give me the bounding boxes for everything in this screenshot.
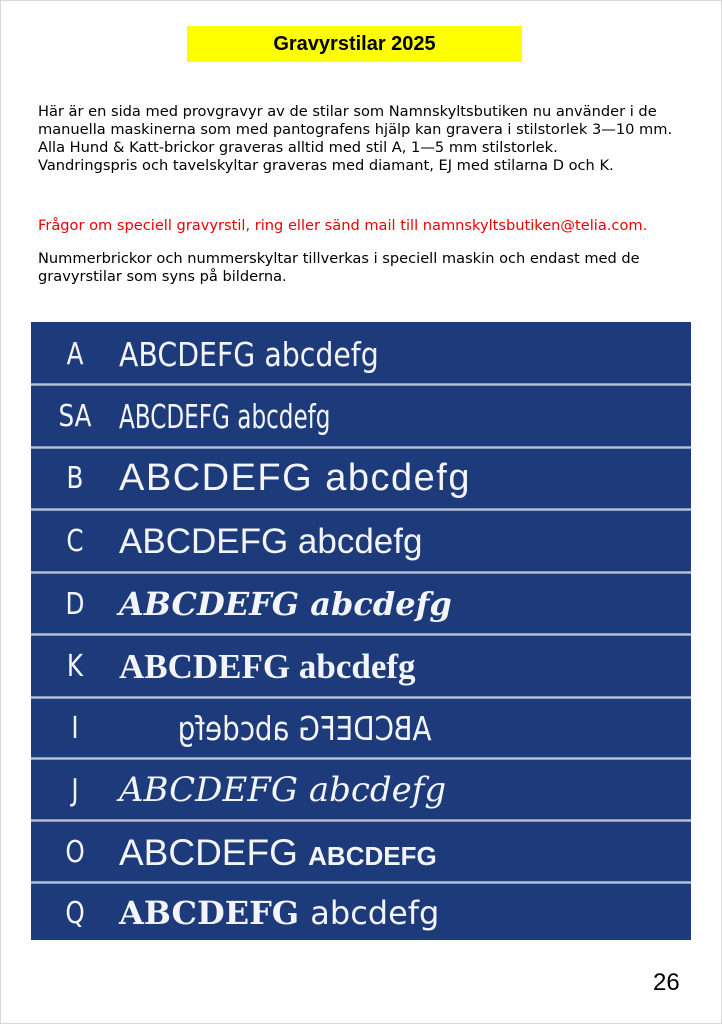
style-sample: ABCDEFG abcdefg xyxy=(119,521,423,561)
style-code: K xyxy=(66,648,84,684)
style-sample-main: ABCDEFG xyxy=(119,831,298,873)
style-code: A xyxy=(66,336,84,372)
intro-text xyxy=(38,103,688,175)
style-sample-tail: abcdefg xyxy=(310,894,440,932)
row-divider xyxy=(31,881,691,884)
sample-row-q xyxy=(31,885,691,941)
engraving-samples-board xyxy=(31,322,691,940)
sample-row-sa xyxy=(31,388,691,444)
row-divider xyxy=(31,819,691,822)
row-divider xyxy=(31,383,691,386)
sample-row-j xyxy=(31,761,691,819)
sample-row-o xyxy=(31,823,691,881)
style-sample: ABCDEFG abcdefg xyxy=(119,396,331,436)
style-sample: ABCDEFG abcdefg xyxy=(119,457,471,499)
style-sample: ABCDEFG abcdefg xyxy=(119,646,416,686)
title-banner xyxy=(187,26,522,62)
sample-row-a xyxy=(31,326,691,382)
style-code: J xyxy=(71,772,79,808)
number-plate-note xyxy=(38,250,688,286)
row-divider xyxy=(31,633,691,636)
row-divider xyxy=(31,446,691,449)
style-code: B xyxy=(66,460,84,496)
contact-note: Frågor om speciell gravyrstil, ring eller sänd mail till namnskyltsbutiken@telia.com. xyxy=(38,217,648,234)
row-divider xyxy=(31,508,691,511)
sample-row-b xyxy=(31,450,691,506)
number-plate-note-text: Nummerbrickor och nummerskyltar tillverkas i speciell maskin och endast med de gravyrstilar som syns på bilderna. xyxy=(38,250,640,285)
style-sample xyxy=(119,894,440,932)
style-code: O xyxy=(65,834,85,870)
intro-paragraph-2: Alla Hund & Katt-brickor graveras alltid med stil A, 1—5 mm stilstorlek. xyxy=(38,139,558,156)
style-sample: ABCDEFG abcdefg xyxy=(119,770,447,810)
intro-paragraph-3: Vandringspris och tavelskyltar graveras med diamant, EJ med stilarna D och K. xyxy=(38,157,614,174)
style-code: Q xyxy=(65,895,85,931)
row-divider xyxy=(31,696,691,699)
style-sample: ABCDEFG abcdefg xyxy=(119,585,452,623)
style-sample-tail: ABCDEFG xyxy=(308,840,437,871)
row-divider xyxy=(31,757,691,760)
style-sample-mirrored: ABCDEFG abcdefg xyxy=(177,708,432,748)
page-number: 26 xyxy=(653,969,680,996)
intro-paragraph-1: Här är en sida med provgravyr av de stilar som Namnskyltsbutiken nu använder i de manuella maskinerna som med pantografens hjälp kan gravera i stilstorlek 3—10 mm. xyxy=(38,103,673,138)
sample-row-k xyxy=(31,637,691,695)
style-sample: ABCDEFG abcdefg xyxy=(119,334,379,374)
style-code: I xyxy=(71,710,79,746)
style-code: SA xyxy=(58,398,92,434)
style-sample xyxy=(119,831,437,873)
sample-row-c xyxy=(31,512,691,570)
style-sample-main: ABCDEFG xyxy=(119,894,300,932)
style-code: D xyxy=(65,586,85,622)
page-title: Gravyrstilar 2025 xyxy=(273,32,436,55)
sample-row-i xyxy=(31,700,691,756)
sample-row-d xyxy=(31,575,691,633)
row-divider xyxy=(31,571,691,574)
style-code: C xyxy=(66,523,84,559)
